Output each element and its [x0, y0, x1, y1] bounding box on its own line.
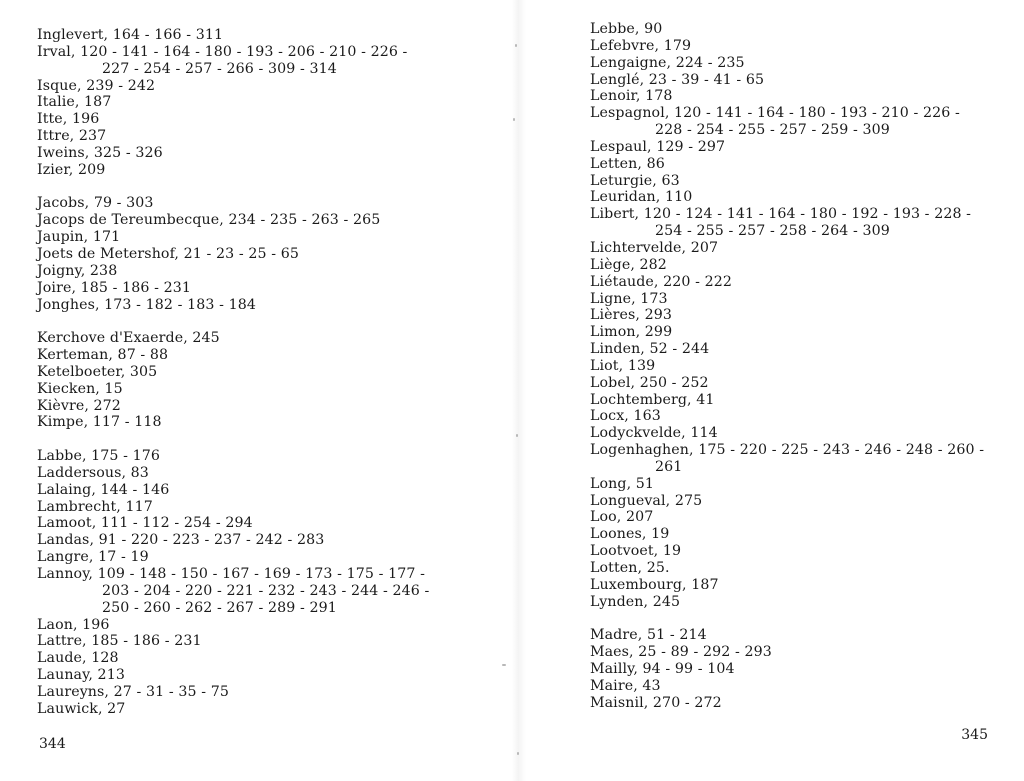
left-index-column: [37, 27, 447, 718]
paper-speck: [517, 752, 519, 755]
index-entry-line: Lambrecht, 117: [37, 498, 153, 515]
index-entry: [590, 661, 1010, 678]
index-entry: [590, 493, 1010, 510]
index-entry: [590, 695, 1010, 712]
index-entry-line: Lengaigne, 224 - 235: [590, 54, 745, 71]
index-entry: [37, 94, 447, 111]
index-entry: [590, 21, 1010, 38]
index-entry: [37, 145, 447, 162]
index-entry-line: Lespaul, 129 - 297: [590, 138, 726, 155]
index-entry-line: Lodyckvelde, 114: [590, 425, 718, 442]
index-entry: [37, 566, 447, 617]
index-entry: [590, 72, 1010, 89]
index-entry-line: Kerchove d'Exaerde, 245: [37, 330, 220, 347]
index-entry: [37, 364, 447, 381]
index-entry: [590, 509, 1010, 526]
letter-group-gap: [590, 611, 1010, 628]
index-entry: [590, 627, 1010, 644]
index-entry-line: Longueval, 275: [590, 492, 703, 509]
index-entry: [590, 274, 1010, 291]
index-entry: [590, 408, 1010, 425]
index-entry: [37, 27, 447, 44]
letter-group-gap: [37, 431, 447, 448]
index-entry-line: Jonghes, 173 - 182 - 183 - 184: [37, 296, 257, 313]
index-entry-line: Madre, 51 - 214: [590, 627, 707, 644]
letter-group-gap: [37, 179, 447, 196]
index-entry-line: Lootvoet, 19: [590, 543, 682, 560]
index-entry: [37, 499, 447, 516]
index-entry-line: Long, 51: [590, 475, 655, 492]
index-entry-continuation: 250 - 260 - 262 - 267 - 289 - 291: [102, 599, 337, 616]
index-entry: [590, 341, 1010, 358]
index-entry: [37, 684, 447, 701]
index-entry: [37, 330, 447, 347]
index-entry: [590, 425, 1010, 442]
paper-speck: [516, 434, 518, 437]
index-entry-line: Liot, 139: [590, 357, 656, 374]
index-entry: [37, 128, 447, 145]
index-entry-line: Lauwick, 27: [37, 700, 126, 717]
index-entry-line: Lenoir, 178: [590, 88, 673, 105]
index-entry: [37, 398, 447, 415]
paper-speck: [513, 118, 515, 121]
index-entry-line: Kerteman, 87 - 88: [37, 347, 169, 364]
index-entry-line: Landas, 91 - 220 - 223 - 237 - 242 - 283: [37, 532, 325, 549]
index-entry: [590, 139, 1010, 156]
index-entry-line: Lynden, 245: [590, 593, 681, 610]
index-entry-line: Leturgie, 63: [590, 172, 680, 189]
index-entry: [590, 526, 1010, 543]
index-entry-line: Maisnil, 270 - 272: [590, 694, 722, 711]
index-entry: [37, 78, 447, 95]
index-entry: [37, 280, 447, 297]
index-entry-line: Letten, 86: [590, 155, 665, 172]
index-entry: [37, 532, 447, 549]
index-entry: [590, 55, 1010, 72]
paper-speck: [515, 44, 517, 47]
index-entry-line: Langre, 17 - 19: [37, 549, 149, 566]
index-entry-continuation: 254 - 255 - 257 - 258 - 264 - 309: [655, 223, 890, 240]
index-entry-line: Limon, 299: [590, 324, 673, 341]
index-entry-continuation: 228 - 254 - 255 - 257 - 259 - 309: [655, 122, 890, 139]
index-entry-line: Kimpe, 117 - 118: [37, 414, 162, 431]
index-entry: [590, 476, 1010, 493]
index-entry: [590, 307, 1010, 324]
index-entry: [590, 543, 1010, 560]
index-entry: [590, 358, 1010, 375]
right-page-number: 345: [961, 727, 988, 743]
index-entry: [37, 347, 447, 364]
index-entry: [590, 38, 1010, 55]
index-entry: [37, 633, 447, 650]
index-entry: [37, 549, 447, 566]
index-entry: [590, 173, 1010, 190]
index-entry: [37, 263, 447, 280]
index-entry-line: Jacobs, 79 - 303: [37, 195, 154, 212]
index-entry-line: Laon, 196: [37, 616, 110, 633]
index-entry: [37, 667, 447, 684]
index-entry: [37, 195, 447, 212]
index-entry: [590, 105, 1010, 139]
index-entry: [590, 206, 1010, 240]
index-entry: [590, 560, 1010, 577]
index-entry-line: Izier, 209: [37, 161, 106, 178]
index-entry: [590, 577, 1010, 594]
index-entry-line: Joets de Metershof, 21 - 23 - 25 - 65: [37, 245, 299, 262]
index-entry-line: Lichtervelde, 207: [590, 239, 719, 256]
index-entry-line: Itte, 196: [37, 111, 100, 128]
index-entry-line: Lochtemberg, 41: [590, 391, 715, 408]
index-entry: [590, 594, 1010, 611]
index-entry-line: Lespagnol, 120 - 141 - 164 - 180 - 193 - 210 - 226 -: [590, 105, 960, 122]
index-entry-continuation: 203 - 204 - 220 - 221 - 232 - 243 - 244 - 246 -: [102, 582, 430, 599]
index-entry: [590, 156, 1010, 173]
index-entry-line: Liège, 282: [590, 256, 667, 273]
index-entry: [37, 617, 447, 634]
index-entry-line: Maes, 25 - 89 - 292 - 293: [590, 644, 772, 661]
index-entry-line: Iweins, 325 - 326: [37, 144, 163, 161]
index-entry-line: Ligne, 173: [590, 290, 668, 307]
paper-speck: [502, 664, 506, 666]
index-entry-line: Lenglé, 23 - 39 - 41 - 65: [590, 71, 765, 88]
index-entry: [590, 88, 1010, 105]
index-entry: [37, 414, 447, 431]
index-entry: [590, 324, 1010, 341]
index-entry-line: Jaupin, 171: [37, 229, 121, 246]
index-entry-line: Lobel, 250 - 252: [590, 374, 709, 391]
index-entry-line: Leuridan, 110: [590, 189, 693, 206]
index-entry-line: Lebbe, 90: [590, 21, 663, 37]
index-entry-line: Kiecken, 15: [37, 380, 123, 397]
index-entry-continuation: 261: [655, 458, 683, 475]
index-entry: [590, 291, 1010, 308]
index-entry-line: Joire, 185 - 186 - 231: [37, 279, 192, 296]
index-entry: [590, 257, 1010, 274]
index-entry-line: Laddersous, 83: [37, 464, 149, 481]
index-entry: [37, 701, 447, 718]
index-entry: [37, 465, 447, 482]
index-entry-line: Laude, 128: [37, 650, 119, 667]
index-entry: [37, 448, 447, 465]
index-entry-line: Maire, 43: [590, 677, 661, 694]
index-entry: [590, 644, 1010, 661]
index-entry-line: Logenhaghen, 175 - 220 - 225 - 243 - 246 - 248 - 260 -: [590, 442, 985, 459]
index-entry: [590, 189, 1010, 206]
index-entry-line: Isque, 239 - 242: [37, 77, 156, 94]
index-entry-line: Inglevert, 164 - 166 - 311: [37, 27, 224, 43]
index-entry: [37, 111, 447, 128]
index-entry-line: Loo, 207: [590, 509, 654, 526]
index-entry-line: Loones, 19: [590, 526, 670, 543]
index-entry-line: Luxembourg, 187: [590, 576, 719, 593]
index-entry-line: Libert, 120 - 124 - 141 - 164 - 180 - 192 - 193 - 228 -: [590, 206, 972, 223]
index-entry-line: Jacops de Tereumbecque, 234 - 235 - 263 - 265: [37, 212, 381, 229]
index-entry: [590, 392, 1010, 409]
index-entry: [590, 240, 1010, 257]
index-entry-line: Lefebvre, 179: [590, 37, 692, 54]
index-entry: [37, 482, 447, 499]
index-entry: [590, 375, 1010, 392]
index-entry: [37, 212, 447, 229]
letter-group-gap: [37, 313, 447, 330]
index-entry-continuation: 227 - 254 - 257 - 266 - 309 - 314: [102, 60, 337, 77]
index-entry-line: Mailly, 94 - 99 - 104: [590, 661, 735, 678]
index-entry-line: Lalaing, 144 - 146: [37, 481, 170, 498]
index-entry-line: Kièvre, 272: [37, 397, 121, 414]
left-page-number: 344: [39, 736, 66, 752]
index-entry: [37, 515, 447, 532]
index-entry-line: Lamoot, 111 - 112 - 254 - 294: [37, 515, 253, 532]
index-entry: [37, 229, 447, 246]
index-entry-line: Labbe, 175 - 176: [37, 448, 161, 465]
index-entry-line: Launay, 213: [37, 667, 125, 684]
index-entry-line: Ketelboeter, 305: [37, 363, 158, 380]
right-page: [512, 0, 1024, 781]
index-entry: [37, 162, 447, 179]
index-entry: [37, 381, 447, 398]
index-entry-line: Laureyns, 27 - 31 - 35 - 75: [37, 683, 230, 700]
index-entry-line: Linden, 52 - 244: [590, 341, 710, 358]
index-entry-line: Italie, 187: [37, 94, 112, 111]
right-index-column: [590, 21, 1010, 712]
index-entry-line: Liétaude, 220 - 222: [590, 273, 733, 290]
index-entry-line: Locx, 163: [590, 408, 661, 425]
index-entry: [37, 650, 447, 667]
index-entry: [37, 246, 447, 263]
index-entry-line: Lattre, 185 - 186 - 231: [37, 633, 202, 650]
index-entry-line: Lotten, 25.: [590, 560, 670, 576]
index-entry: [37, 44, 447, 78]
index-entry: [37, 297, 447, 314]
index-entry: [590, 442, 1010, 476]
index-entry-line: Ittre, 237: [37, 128, 107, 145]
index-entry: [590, 678, 1010, 695]
index-entry-line: Irval, 120 - 141 - 164 - 180 - 193 - 206 - 210 - 226 -: [37, 43, 408, 60]
index-entry-line: Lières, 293: [590, 307, 673, 324]
index-entry-line: Lannoy, 109 - 148 - 150 - 167 - 169 - 173 - 175 - 177 -: [37, 566, 425, 582]
index-entry-line: Joigny, 238: [37, 262, 118, 279]
